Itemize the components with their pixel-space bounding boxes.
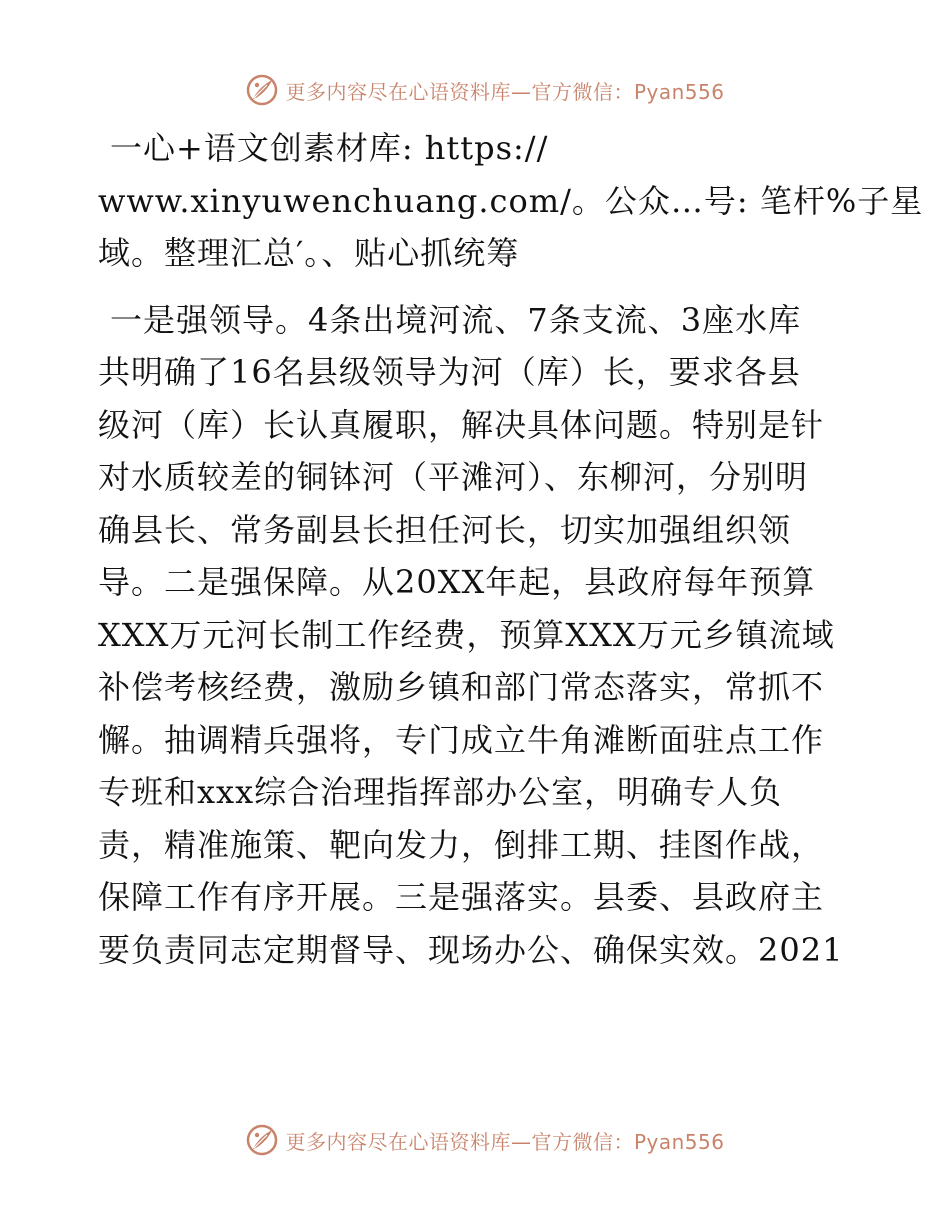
- body-line: 对水质较差的铜钵河（平滩河）、东柳河，分别明: [98, 458, 809, 496]
- body-line: 域。整理汇总′。、贴心抓统筹: [98, 234, 520, 272]
- footer-watermark-text: [285, 1126, 724, 1155]
- body-line: 一心+语文创素材库: https://: [110, 129, 549, 167]
- body-line: 共明确了16名县级领导为河（库）长，要求各县: [98, 353, 801, 391]
- leaf-feather-logo-icon: [245, 1123, 279, 1157]
- body-line: 保障工作有序开展。三是强落实。县委、县政府主: [98, 878, 825, 916]
- header-watermark-text: [285, 76, 724, 105]
- body-line: 要负责同志定期督导、现场办公、确保实效。2021: [98, 930, 844, 969]
- body-line: www.xinyuwenchuang.com/。公众…号: 笔杆%子星: [98, 181, 924, 220]
- body-line: XXX万元河长制工作经费，预算XXX万元乡镇流域: [98, 615, 835, 654]
- header-watermark-wechat: 官方微信：Pyan556: [531, 79, 725, 104]
- body-line: 确县长、常务副县长担任河长，切实加强组织领: [98, 510, 792, 549]
- footer-watermark-main: 更多内容尽在心语资料库: [285, 1129, 511, 1154]
- body-line: 级河（库）长认真履职，解决具体问题。特别是针: [98, 405, 825, 444]
- leaf-feather-logo-icon: [245, 73, 279, 107]
- footer-watermark-banner: [0, 1120, 950, 1160]
- footer-watermark-sep: —: [510, 1129, 532, 1154]
- body-line: 补偿考核经费，激励乡镇和部门常态落实，常抓不: [98, 668, 825, 706]
- header-watermark-banner: [0, 70, 950, 110]
- footer-watermark-wechat: 官方微信：Pyan556: [531, 1129, 725, 1154]
- header-watermark-inner: [245, 73, 724, 107]
- body-line: 导。二是强保障。从20XX年起，县政府每年预算: [98, 563, 816, 601]
- footer-watermark-inner: [245, 1123, 724, 1157]
- body-line: 懈。抽调精兵强将，专门成立牛角滩断面驻点工作: [98, 720, 825, 759]
- header-watermark-sep: —: [510, 79, 532, 104]
- body-line: 专班和xxx综合治理指挥部办公室，明确专人负: [98, 773, 783, 811]
- body-line: 一是强领导。4条出境河流、7条支流、3座水库: [110, 300, 802, 339]
- header-watermark-main: 更多内容尽在心语资料库: [285, 79, 511, 104]
- body-line: 责，精准施策、靶向发力，倒排工期、挂图作战，: [98, 825, 825, 864]
- document-body: [98, 122, 924, 976]
